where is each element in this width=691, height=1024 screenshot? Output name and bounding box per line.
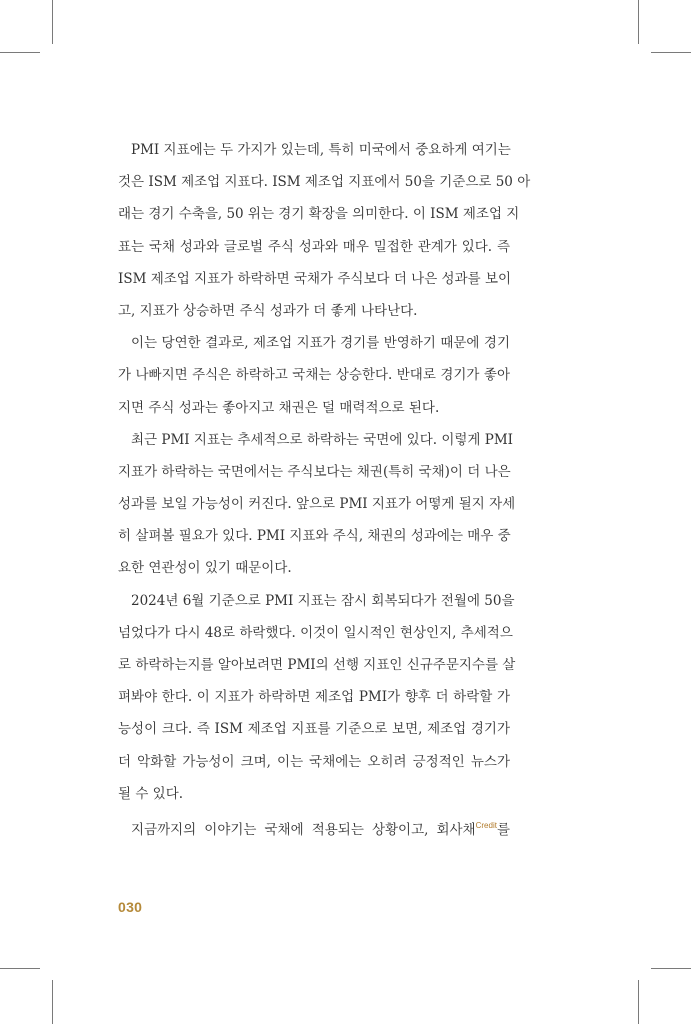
paragraph-5	[118, 810, 510, 842]
crop-mark-bottom-right	[638, 980, 639, 1024]
text-fragment: 를	[496, 821, 510, 838]
text-line: 성과를 보일 가능성이 커진다. 앞으로 PMI 지표가 어떻게 될지 자세	[118, 496, 516, 513]
text-line: 펴봐야 한다. 이 지표가 하락하면 제조업 PMI가 향후 더 하락할 가	[118, 689, 510, 706]
text-line: ISM 제조업 지표가 하락하면 국채가 주식보다 더 나은 성과를 보이	[118, 270, 512, 287]
text-fragment: 지금까지의 이야기는 국채에 적용되는 상황이고, 회사채	[131, 821, 476, 838]
text-line: 넘었다가 다시 48로 하락했다. 이것이 일시적인 현상인지, 추세적으	[118, 624, 513, 641]
crop-mark-top-right	[638, 0, 639, 44]
text-line: 능성이 크다. 즉 ISM 제조업 지표를 기준으로 보면, 제조업 경기가	[118, 721, 510, 738]
page-number: 030	[118, 899, 143, 915]
text-line	[118, 810, 510, 842]
crop-mark-bottom-left	[52, 980, 53, 1024]
text-line: 요한 연관성이 있기 때문이다.	[118, 560, 292, 577]
text-line: 래는 경기 수축을, 50 위는 경기 확장을 의미한다. 이 ISM 제조업 지	[118, 206, 520, 223]
text-line: 더 악화할 가능성이 크며, 이는 국채에는 오히려 긍정적인 뉴스가	[118, 753, 510, 770]
text-line: 로 하락하는지를 알아보려면 PMI의 선행 지표인 신규주문지수를 살	[118, 657, 516, 673]
crop-mark-bottom-left	[0, 968, 40, 969]
text-line: 고, 지표가 상승하면 주식 성과가 더 좋게 나타난다.	[118, 302, 418, 319]
text-line: 표는 국채 성과와 글로벌 주식 성과와 매우 밀접한 관계가 있다. 즉	[118, 238, 510, 255]
paragraph-1	[118, 134, 531, 327]
paragraph-2	[118, 327, 510, 424]
paragraph-3	[118, 424, 516, 585]
text-line: 것은 ISM 제조업 지표다. ISM 제조업 지표에서 50을 기준으로 50 아	[118, 174, 531, 191]
text-line: 2024년 6월 기준으로 PMI 지표는 잠시 회복되다가 전월에 50을	[131, 592, 515, 609]
text-line: 히 살펴볼 필요가 있다. PMI 지표와 주식, 채권의 성과에는 매우 중	[118, 528, 511, 545]
crop-mark-top-left	[52, 0, 53, 44]
text-line: 될 수 있다.	[118, 785, 184, 802]
text-line: 가 나빠지면 주식은 하락하고 국채는 상승한다. 반대로 경기가 좋아	[118, 367, 510, 384]
text-line: 지표가 하락하는 국면에서는 주식보다는 채권(특히 국채)이 더 나은	[118, 463, 511, 480]
crop-mark-top-left	[0, 52, 40, 53]
text-line: PMI 지표에는 두 가지가 있는데, 특히 미국에서 중요하게 여기는	[131, 142, 511, 158]
body-text	[118, 134, 531, 842]
text-line: 최근 PMI 지표는 추세적으로 하락하는 국면에 있다. 이렇게 PMI	[131, 431, 514, 448]
text-line: 이는 당연한 결과로, 제조업 지표가 경기를 반영하기 때문에 경기	[131, 335, 510, 352]
text-line: 지면 주식 성과는 좋아지고 채권은 덜 매력적으로 된다.	[118, 399, 440, 416]
credit-superscript: Credit	[475, 820, 497, 830]
paragraph-4	[118, 585, 516, 810]
crop-mark-top-right	[651, 52, 691, 53]
crop-mark-bottom-right	[651, 968, 691, 969]
